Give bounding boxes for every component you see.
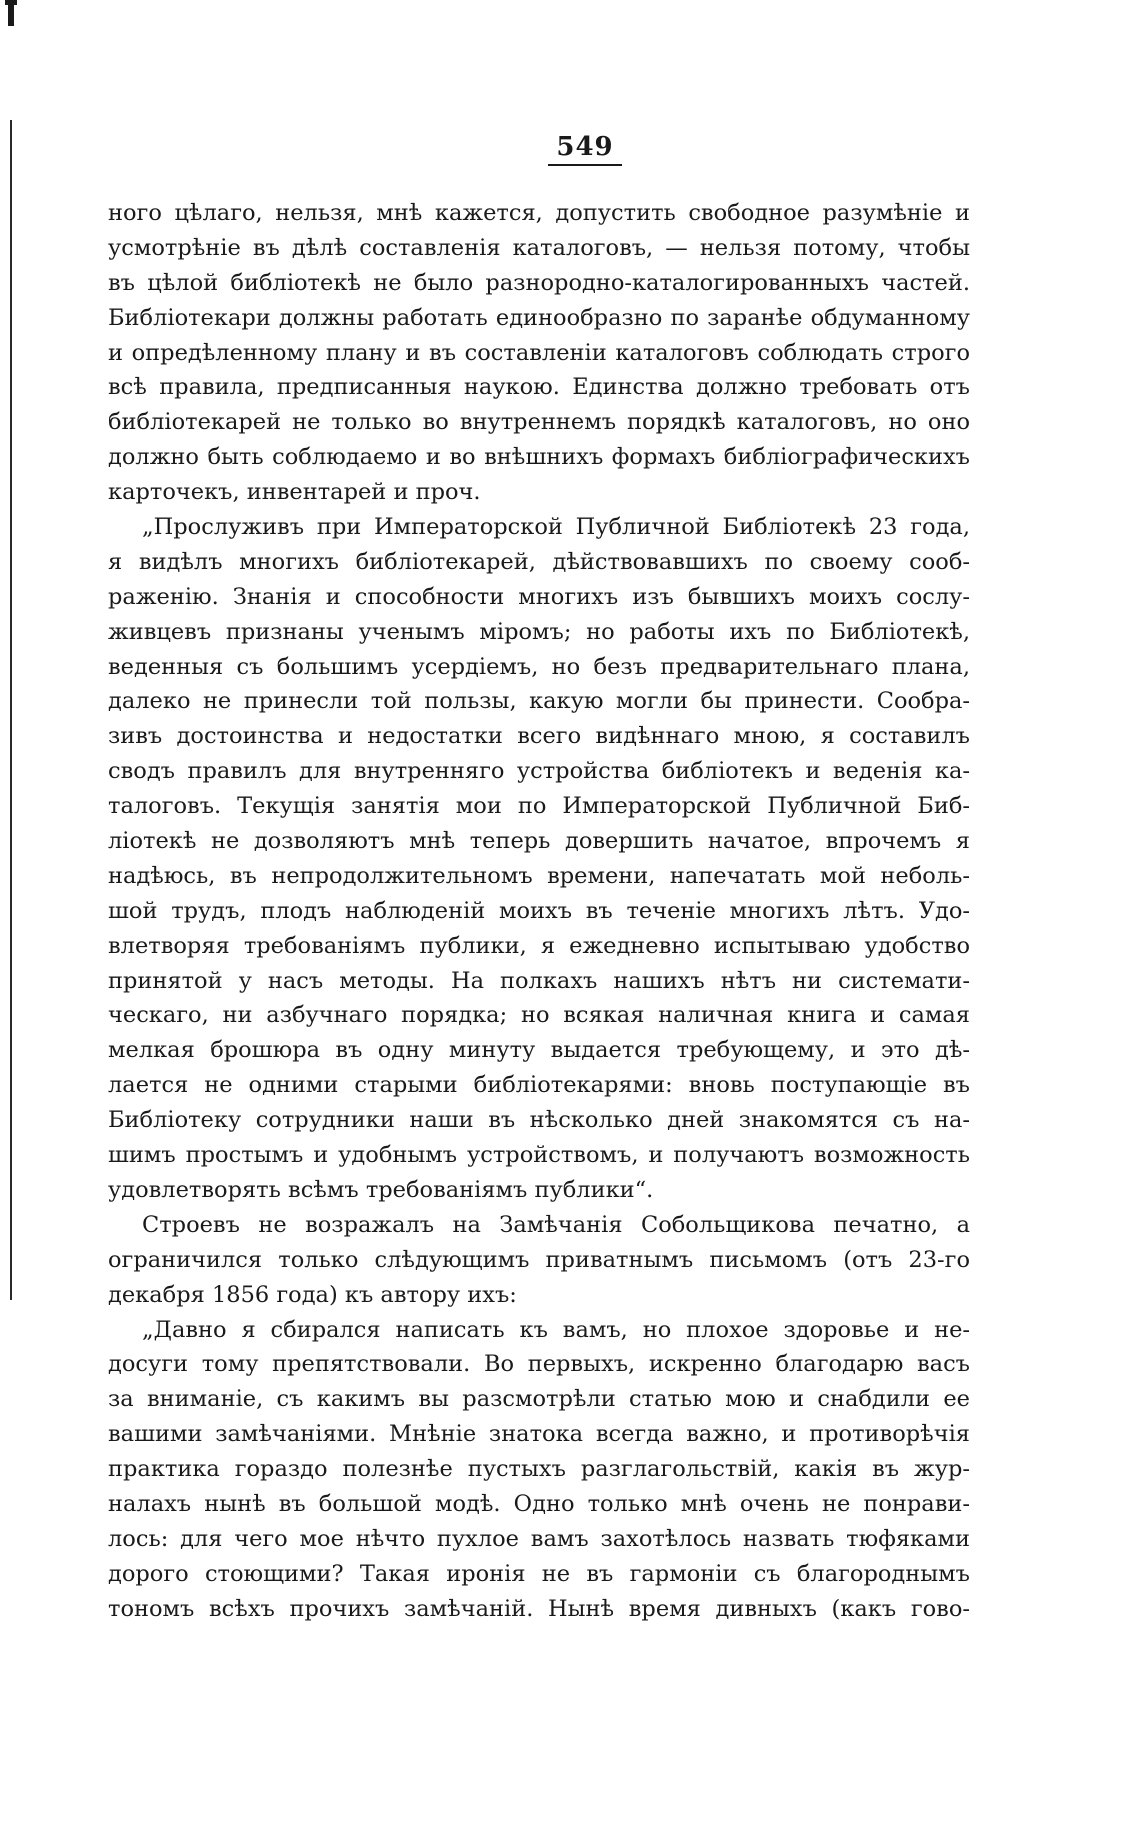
text-line: шой трудъ, плодъ наблюденій моихъ въ теченіе многихъ лѣтъ. Удо- [108, 897, 970, 924]
text-line: тономъ всѣхъ прочихъ замѣчаній. Нынѣ время дивныхъ (какъ гово- [108, 1595, 970, 1622]
text-line: надѣюсь, въ непродолжительномъ времени, напечатать мой неболь- [108, 862, 970, 889]
corner-scan-mark [8, 0, 14, 26]
text-line: декабря 1856 года) къ автору ихъ: [108, 1281, 517, 1308]
text-line: въ цѣлой библіотекѣ не было разнородно-каталогированныхъ частей. [108, 269, 970, 296]
text-line: талоговъ. Текущія занятія мои по Императорской Публичной Биб- [108, 793, 970, 820]
text-line: досуги тому препятствовали. Во первыхъ, искренно благодарю васъ [108, 1351, 970, 1378]
text-line: шимъ простымъ и удобнымъ устройствомъ, и получаютъ возможность [108, 1142, 970, 1169]
left-margin-rule [10, 120, 12, 1300]
text-line: веденныя съ большимъ усердіемъ, но безъ предварительнаго плана, [108, 653, 970, 680]
text-line: ограничился только слѣдующимъ приватнымъ письмомъ (отъ 23-го [108, 1246, 970, 1273]
text-line: вашими замѣчаніями. Мнѣніе знатока всегда важно, и противорѣчія [108, 1421, 970, 1448]
text-line: за вниманіе, съ какимъ вы разсмотрѣли статью мою и снабдили ее [108, 1386, 970, 1413]
text-line: должно быть соблюдаемо и во внѣшнихъ формахъ библіографическихъ [108, 444, 970, 471]
text-line: я видѣлъ многихъ библіотекарей, дѣйствовавшихъ по своему сооб- [108, 548, 970, 575]
text-line: дорого стоющими? Такая иронія не въ гармоніи съ благороднымъ [108, 1560, 970, 1587]
text-line: и опредѣленному плану и въ составленіи каталоговъ соблюдать строго [108, 339, 970, 366]
text-line: Строевъ не возражалъ на Замѣчанія Собольщикова печатно, а [142, 1211, 970, 1238]
text-line: живцевъ признаны ученымъ міромъ; но работы ихъ по Библіотекѣ, [108, 618, 970, 645]
body-text [108, 196, 970, 1627]
text-line: Библіотеку сотрудники наши въ нѣсколько дней знакомятся съ на- [108, 1107, 970, 1134]
text-line: ліотекѣ не дозволяютъ мнѣ теперь довершить начатое, впрочемъ я [108, 828, 970, 855]
text-line: принятой у насъ методы. На полкахъ нашихъ нѣтъ ни системати- [108, 967, 970, 994]
text-line: ного цѣлаго, нельзя, мнѣ кажется, допустить свободное разумѣніе и [108, 200, 970, 226]
text-line: „Давно я сбирался написать къ вамъ, но плохое здоровье и не- [142, 1316, 970, 1343]
text-line: лается не одними старыми библіотекарями: вновь поступающіе въ [108, 1072, 970, 1099]
text-line: раженію. Знанія и способности многихъ изъ бывшихъ моихъ сослу- [108, 583, 970, 610]
page-number: 549 [0, 132, 1140, 166]
text-line: библіотекарей не только во внутреннемъ порядкѣ каталоговъ, но оно [108, 409, 970, 436]
text-line: сводъ правилъ для внутренняго устройства библіотекъ и веденія ка- [108, 758, 970, 785]
text-line: усмотрѣніе въ дѣлѣ составленія каталоговъ, — нельзя потому, чтобы [108, 234, 970, 261]
text-line: практика гораздо полезнѣе пустыхъ разглагольствій, какія въ жур- [108, 1456, 970, 1483]
text-line: удовлетворять всѣмъ требованіямъ публики“. [108, 1176, 654, 1203]
text-line: лось: для чего мое нѣчто пухлое вамъ захотѣлось назвать тюфяками [108, 1525, 970, 1552]
text-line: всѣ правила, предписанныя наукою. Единства должно требовать отъ [108, 374, 970, 401]
text-line: влетворяя требованіямъ публики, я ежедневно испытываю удобство [108, 932, 970, 959]
text-line: налахъ нынѣ въ большой модѣ. Одно только мнѣ очень не понрави- [108, 1490, 970, 1517]
text-line: „Прослуживъ при Императорской Публичной Библіотекѣ 23 года, [142, 514, 970, 541]
text-line: далеко не принесли той пользы, какую могли бы принести. Сообра- [108, 688, 970, 715]
text-line: ческаго, ни азбучнаго порядка; но всякая наличная книга и самая [108, 1002, 970, 1029]
text-line: мелкая брошюра въ одну минуту выдается требующему, и это дѣ- [108, 1037, 970, 1064]
text-line: зивъ достоинства и недостатки всего видѣннаго мною, я составилъ [108, 723, 970, 750]
text-line: карточекъ, инвентарей и проч. [108, 479, 481, 506]
text-line: Библіотекари должны работать единообразно по заранѣе обдуманному [108, 304, 970, 331]
